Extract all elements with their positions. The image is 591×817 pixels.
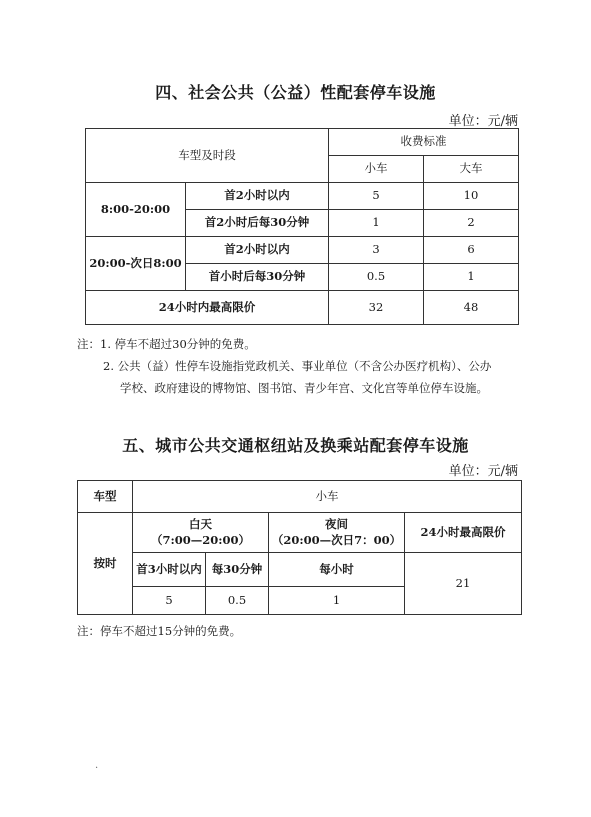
row-desc: 首小时后每30分钟 xyxy=(186,264,329,291)
max-large-value: 48 xyxy=(424,291,519,325)
row-small-value: 1 xyxy=(329,210,424,237)
max-small-value: 32 xyxy=(329,291,424,325)
section5-note: 注：停车不超过15分钟的免费。 xyxy=(77,624,242,638)
sub-hourly: 每小时 xyxy=(269,553,405,587)
daytime-label: 白天 xyxy=(189,516,212,531)
sub-per-30-min: 每30分钟 xyxy=(206,553,269,587)
row-large-value: 10 xyxy=(424,183,519,210)
header-vehicle-period: 车型及时段 xyxy=(86,129,329,183)
nighttime-range: （20:00—次日7：00） xyxy=(271,532,402,547)
nighttime-label: 夜间 xyxy=(325,516,348,531)
row-large-value: 1 xyxy=(424,264,519,291)
row-large-value: 2 xyxy=(424,210,519,237)
section4-table xyxy=(85,128,519,325)
section4-unit: 单位：元/辆 xyxy=(448,114,518,129)
header-fee-standard: 收费标准 xyxy=(329,129,519,156)
row-small-value: 0.5 xyxy=(329,264,424,291)
header-large-car: 大车 xyxy=(424,156,519,183)
daytime-header xyxy=(133,513,269,553)
row-small-value: 5 xyxy=(329,183,424,210)
header-vehicle-type: 车型 xyxy=(78,481,133,513)
val-per-30-min: 0.5 xyxy=(206,587,269,615)
val-hourly: 1 xyxy=(269,587,405,615)
max-price-header: 24小时最高限价 xyxy=(405,513,522,553)
section4-note2-line1: 2. 公共（益）性停车设施指党政机关、事业单位（不含公办医疗机构）、公办 xyxy=(103,359,492,373)
section4-title: 四、社会公共（公益）性配套停车设施 xyxy=(155,83,436,102)
row-label-by-time: 按时 xyxy=(78,513,133,615)
row-desc: 首2小时后每30分钟 xyxy=(186,210,329,237)
sub-first-3-hours: 首3小时以内 xyxy=(133,553,206,587)
header-small-car: 小车 xyxy=(329,156,424,183)
section5-unit: 单位：元/辆 xyxy=(448,464,518,479)
max-price-value: 21 xyxy=(405,553,522,615)
note1-text: 1. 停车不超过30分钟的免费。 xyxy=(100,337,256,351)
daytime-range: （7:00—20:00） xyxy=(150,532,250,547)
header-small-car: 小车 xyxy=(133,481,522,513)
max-price-label: 24小时内最高限价 xyxy=(86,291,329,325)
period-day: 8:00-20:00 xyxy=(86,183,186,237)
nighttime-header xyxy=(269,513,405,553)
period-night: 20:00-次日8:00 xyxy=(86,237,186,291)
row-desc: 首2小时以内 xyxy=(186,237,329,264)
note-prefix: 注： xyxy=(77,337,100,351)
row-small-value: 3 xyxy=(329,237,424,264)
section5-table xyxy=(77,480,522,615)
row-desc: 首2小时以内 xyxy=(186,183,329,210)
section5-title: 五、城市公共交通枢纽站及换乘站配套停车设施 xyxy=(122,436,469,455)
row-large-value: 6 xyxy=(424,237,519,264)
section4-note2-line2: 学校、政府建设的博物馆、图书馆、青少年宫、文化宫等单位停车设施。 xyxy=(120,381,488,395)
val-first-3-hours: 5 xyxy=(133,587,206,615)
page-mark: . xyxy=(95,760,99,771)
section4-note1 xyxy=(77,337,256,352)
